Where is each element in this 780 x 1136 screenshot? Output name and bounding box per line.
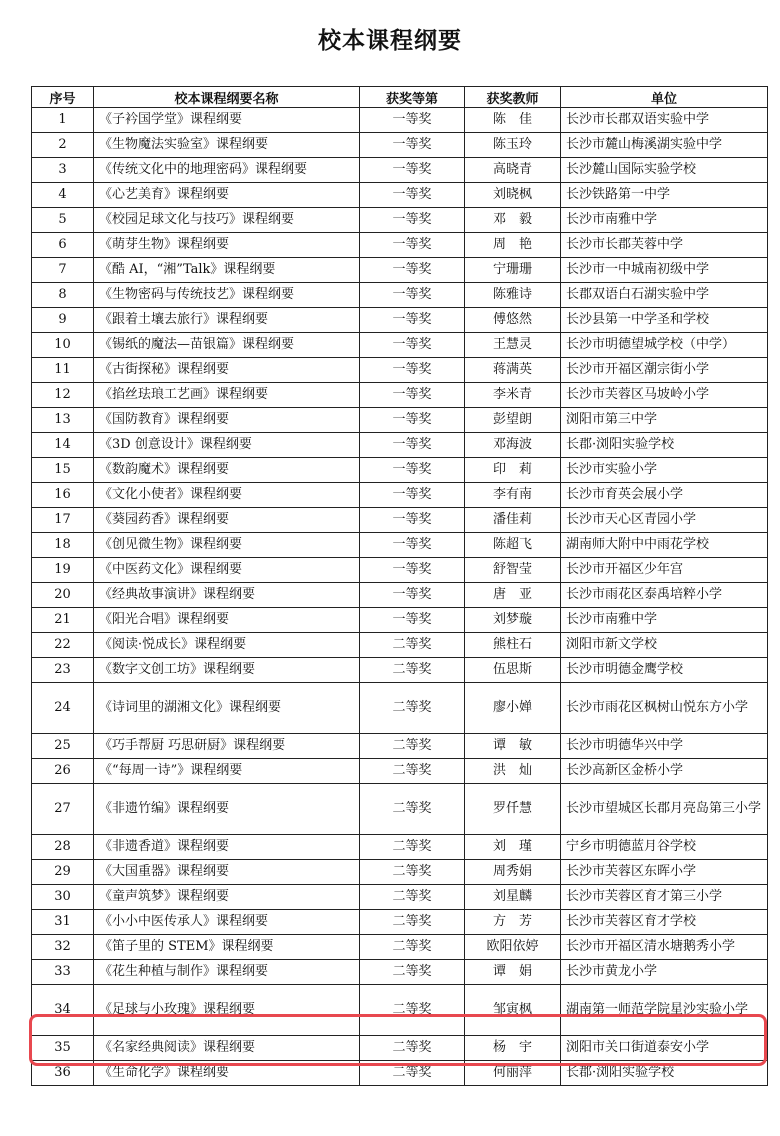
cell-award-level: 二等奖	[360, 935, 465, 960]
cell-number: 20	[32, 583, 94, 608]
table-row	[32, 208, 768, 233]
cell-teacher: 陈 佳	[465, 108, 561, 133]
cell-course-name: 《跟着土壤去旅行》课程纲要	[94, 308, 360, 333]
table-row	[32, 910, 768, 935]
cell-unit: 浏阳市关口街道泰安小学	[561, 1036, 768, 1061]
cell-teacher: 王慧灵	[465, 333, 561, 358]
cell-course-name: 《非遗香道》课程纲要	[94, 835, 360, 860]
cell-award-level: 二等奖	[360, 784, 465, 835]
table-row	[32, 608, 768, 633]
table-row	[32, 333, 768, 358]
cell-unit: 浏阳市第三中学	[561, 408, 768, 433]
cell-course-name: 《生物密码与传统技艺》课程纲要	[94, 283, 360, 308]
cell-teacher: 蒋满英	[465, 358, 561, 383]
cell-number: 1	[32, 108, 94, 133]
cell-teacher: 舒智莹	[465, 558, 561, 583]
cell-number: 29	[32, 860, 94, 885]
cell-award-level: 一等奖	[360, 608, 465, 633]
cell-number: 5	[32, 208, 94, 233]
cell-unit: 长郡·浏阳实验学校	[561, 1061, 768, 1086]
cell-number: 14	[32, 433, 94, 458]
cell-course-name: 《国防教育》课程纲要	[94, 408, 360, 433]
table-row	[32, 158, 768, 183]
cell-teacher: 潘佳莉	[465, 508, 561, 533]
cell-teacher: 伍思斯	[465, 658, 561, 683]
cell-number: 10	[32, 333, 94, 358]
cell-course-name: 《非遗竹编》课程纲要	[94, 784, 360, 835]
cell-course-name: 《数韵魔术》课程纲要	[94, 458, 360, 483]
cell-course-name: 《传统文化中的地理密码》课程纲要	[94, 158, 360, 183]
award-table	[31, 86, 768, 1086]
cell-teacher: 罗仟慧	[465, 784, 561, 835]
cell-award-level: 一等奖	[360, 183, 465, 208]
cell-teacher: 谭 娟	[465, 960, 561, 985]
cell-unit: 宁乡市明德蓝月谷学校	[561, 835, 768, 860]
cell-award-level: 一等奖	[360, 583, 465, 608]
col-header-teacher: 获奖教师	[465, 87, 561, 108]
cell-course-name: 《校园足球文化与技巧》课程纲要	[94, 208, 360, 233]
cell-teacher: 宁珊珊	[465, 258, 561, 283]
cell-unit: 长沙市南雅中学	[561, 208, 768, 233]
cell-unit: 长沙市开福区少年宫	[561, 558, 768, 583]
cell-unit: 长沙市明德华兴中学	[561, 734, 768, 759]
cell-award-level: 二等奖	[360, 860, 465, 885]
cell-award-level: 一等奖	[360, 233, 465, 258]
cell-course-name: 《经典故事演讲》课程纲要	[94, 583, 360, 608]
cell-award-level: 二等奖	[360, 1036, 465, 1061]
table-row	[32, 784, 768, 835]
cell-unit: 长沙市黄龙小学	[561, 960, 768, 985]
cell-award-level: 一等奖	[360, 158, 465, 183]
cell-number: 15	[32, 458, 94, 483]
cell-teacher: 刘晓枫	[465, 183, 561, 208]
cell-course-name: 《葵园药香》课程纲要	[94, 508, 360, 533]
cell-teacher: 欧阳依婷	[465, 935, 561, 960]
cell-number: 4	[32, 183, 94, 208]
cell-unit: 长沙市麓山梅溪湖实验中学	[561, 133, 768, 158]
cell-award-level: 一等奖	[360, 483, 465, 508]
cell-course-name: 《足球与小玫瑰》课程纲要	[94, 985, 360, 1036]
cell-course-name: 《阅读·悦成长》课程纲要	[94, 633, 360, 658]
cell-number: 13	[32, 408, 94, 433]
table-row	[32, 308, 768, 333]
cell-unit: 长沙市芙蓉区育才学校	[561, 910, 768, 935]
cell-teacher: 廖小婵	[465, 683, 561, 734]
cell-unit: 长沙麓山国际实验学校	[561, 158, 768, 183]
cell-number: 21	[32, 608, 94, 633]
cell-unit: 长沙县第一中学圣和学校	[561, 308, 768, 333]
cell-award-level: 一等奖	[360, 283, 465, 308]
cell-unit: 长沙市开福区潮宗街小学	[561, 358, 768, 383]
cell-teacher: 李米青	[465, 383, 561, 408]
cell-award-level: 二等奖	[360, 910, 465, 935]
cell-unit: 长沙市天心区青园小学	[561, 508, 768, 533]
cell-award-level: 二等奖	[360, 734, 465, 759]
cell-number: 2	[32, 133, 94, 158]
cell-course-name: 《小小中医传承人》课程纲要	[94, 910, 360, 935]
cell-award-level: 二等奖	[360, 835, 465, 860]
cell-award-level: 一等奖	[360, 308, 465, 333]
table-row	[32, 108, 768, 133]
table-row	[32, 558, 768, 583]
cell-course-name: 《萌芽生物》课程纲要	[94, 233, 360, 258]
cell-award-level: 一等奖	[360, 358, 465, 383]
cell-teacher: 陈超飞	[465, 533, 561, 558]
col-header-course-name: 校本课程纲要名称	[94, 87, 360, 108]
cell-unit: 湖南师大附中中雨花学校	[561, 533, 768, 558]
cell-award-level: 二等奖	[360, 985, 465, 1036]
cell-teacher: 刘 瑾	[465, 835, 561, 860]
cell-number: 26	[32, 759, 94, 784]
cell-unit: 长沙铁路第一中学	[561, 183, 768, 208]
cell-unit: 长沙市长郡芙蓉中学	[561, 233, 768, 258]
table-row	[32, 935, 768, 960]
table-row	[32, 283, 768, 308]
table-row	[32, 458, 768, 483]
cell-course-name: 《童声筑梦》课程纲要	[94, 885, 360, 910]
cell-unit: 长沙市芙蓉区育才第三小学	[561, 885, 768, 910]
cell-course-name: 《诗词里的湖湘文化》课程纲要	[94, 683, 360, 734]
table-row	[32, 258, 768, 283]
cell-teacher: 谭 敏	[465, 734, 561, 759]
cell-teacher: 傅悠然	[465, 308, 561, 333]
cell-number: 33	[32, 960, 94, 985]
cell-number: 27	[32, 784, 94, 835]
table-row	[32, 583, 768, 608]
cell-unit: 长沙市望城区长郡月亮岛第三小学	[561, 784, 768, 835]
cell-award-level: 二等奖	[360, 1061, 465, 1086]
cell-course-name: 《花生种植与制作》课程纲要	[94, 960, 360, 985]
cell-award-level: 一等奖	[360, 408, 465, 433]
table-row	[32, 885, 768, 910]
cell-unit: 长沙市芙蓉区东晖小学	[561, 860, 768, 885]
cell-number: 12	[32, 383, 94, 408]
cell-teacher: 李有南	[465, 483, 561, 508]
cell-teacher: 杨 宇	[465, 1036, 561, 1061]
cell-number: 19	[32, 558, 94, 583]
cell-award-level: 二等奖	[360, 658, 465, 683]
cell-course-name: 《酷 AI，“湘”Talk》课程纲要	[94, 258, 360, 283]
cell-award-level: 一等奖	[360, 133, 465, 158]
cell-teacher: 印 莉	[465, 458, 561, 483]
table-row	[32, 233, 768, 258]
table-row	[32, 683, 768, 734]
cell-teacher: 唐 亚	[465, 583, 561, 608]
cell-award-level: 一等奖	[360, 433, 465, 458]
cell-unit: 长沙市雨花区泰禹培粹小学	[561, 583, 768, 608]
cell-course-name: 《生物魔法实验室》课程纲要	[94, 133, 360, 158]
page-title: 校本课程纲要	[318, 28, 462, 54]
table-row	[32, 483, 768, 508]
table-row	[32, 358, 768, 383]
table-row	[32, 835, 768, 860]
table-row	[32, 508, 768, 533]
cell-number: 30	[32, 885, 94, 910]
cell-teacher: 周秀娟	[465, 860, 561, 885]
cell-course-name: 《阳光合唱》课程纲要	[94, 608, 360, 633]
cell-number: 25	[32, 734, 94, 759]
cell-unit: 长沙高新区金桥小学	[561, 759, 768, 784]
table-row	[32, 1061, 768, 1086]
cell-unit: 长沙市育英会展小学	[561, 483, 768, 508]
cell-award-level: 一等奖	[360, 258, 465, 283]
cell-number: 18	[32, 533, 94, 558]
table-row	[32, 1036, 768, 1061]
cell-award-level: 一等奖	[360, 383, 465, 408]
table-row	[32, 408, 768, 433]
cell-teacher: 陈雅诗	[465, 283, 561, 308]
cell-course-name: 《巧手帮厨 巧思研厨》课程纲要	[94, 734, 360, 759]
cell-unit: 长郡·浏阳实验学校	[561, 433, 768, 458]
cell-number: 31	[32, 910, 94, 935]
cell-award-level: 二等奖	[360, 683, 465, 734]
table-row	[32, 133, 768, 158]
cell-number: 24	[32, 683, 94, 734]
cell-course-name: 《3D 创意设计》课程纲要	[94, 433, 360, 458]
cell-course-name: 《锡纸的魔法—苗银篇》课程纲要	[94, 333, 360, 358]
cell-number: 6	[32, 233, 94, 258]
table-row	[32, 383, 768, 408]
cell-course-name: 《子衿国学堂》课程纲要	[94, 108, 360, 133]
cell-award-level: 一等奖	[360, 533, 465, 558]
table-row	[32, 658, 768, 683]
cell-unit: 长沙市明德金鹰学校	[561, 658, 768, 683]
cell-award-level: 一等奖	[360, 333, 465, 358]
table-header-row	[32, 87, 768, 108]
cell-number: 34	[32, 985, 94, 1036]
table-row	[32, 960, 768, 985]
cell-course-name: 《文化小使者》课程纲要	[94, 483, 360, 508]
cell-course-name: 《掐丝珐琅工艺画》课程纲要	[94, 383, 360, 408]
cell-number: 9	[32, 308, 94, 333]
cell-course-name: 《“每周一诗”》课程纲要	[94, 759, 360, 784]
cell-unit: 长沙市明德望城学校（中学）	[561, 333, 768, 358]
cell-unit: 长沙市南雅中学	[561, 608, 768, 633]
cell-award-level: 二等奖	[360, 960, 465, 985]
cell-number: 32	[32, 935, 94, 960]
cell-number: 35	[32, 1036, 94, 1061]
cell-teacher: 彭望朗	[465, 408, 561, 433]
cell-unit: 浏阳市新文学校	[561, 633, 768, 658]
cell-number: 36	[32, 1061, 94, 1086]
cell-course-name: 《创见微生物》课程纲要	[94, 533, 360, 558]
cell-teacher: 方 芳	[465, 910, 561, 935]
table-row	[32, 533, 768, 558]
cell-teacher: 何丽萍	[465, 1061, 561, 1086]
cell-award-level: 一等奖	[360, 458, 465, 483]
cell-teacher: 洪 灿	[465, 759, 561, 784]
cell-unit: 长沙市开福区清水塘鹅秀小学	[561, 935, 768, 960]
table-row	[32, 759, 768, 784]
cell-course-name: 《大国重器》课程纲要	[94, 860, 360, 885]
cell-course-name: 《数字文创工坊》课程纲要	[94, 658, 360, 683]
table-row	[32, 633, 768, 658]
cell-number: 11	[32, 358, 94, 383]
cell-number: 8	[32, 283, 94, 308]
cell-unit: 长沙市一中城南初级中学	[561, 258, 768, 283]
cell-number: 28	[32, 835, 94, 860]
cell-number: 17	[32, 508, 94, 533]
cell-number: 16	[32, 483, 94, 508]
cell-course-name: 《笛子里的 STEM》课程纲要	[94, 935, 360, 960]
cell-unit: 湖南第一师范学院星沙实验小学	[561, 985, 768, 1036]
table-body	[32, 108, 768, 1086]
cell-unit: 长郡双语白石湖实验中学	[561, 283, 768, 308]
table-row	[32, 183, 768, 208]
cell-award-level: 一等奖	[360, 508, 465, 533]
cell-unit: 长沙市长郡双语实验中学	[561, 108, 768, 133]
cell-award-level: 一等奖	[360, 108, 465, 133]
cell-award-level: 二等奖	[360, 759, 465, 784]
cell-teacher: 邹寅枫	[465, 985, 561, 1036]
cell-course-name: 《生命化学》课程纲要	[94, 1061, 360, 1086]
cell-course-name: 《古街探秘》课程纲要	[94, 358, 360, 383]
cell-unit: 长沙市芙蓉区马坡岭小学	[561, 383, 768, 408]
col-header-unit: 单位	[561, 87, 768, 108]
cell-teacher: 邓 毅	[465, 208, 561, 233]
cell-course-name: 《心艺美育》课程纲要	[94, 183, 360, 208]
cell-teacher: 熊柱石	[465, 633, 561, 658]
cell-teacher: 刘梦璇	[465, 608, 561, 633]
cell-unit: 长沙市雨花区枫树山悦东方小学	[561, 683, 768, 734]
cell-number: 3	[32, 158, 94, 183]
cell-award-level: 二等奖	[360, 633, 465, 658]
cell-number: 7	[32, 258, 94, 283]
cell-teacher: 周 艳	[465, 233, 561, 258]
table-row	[32, 734, 768, 759]
col-header-number: 序号	[32, 87, 94, 108]
cell-number: 22	[32, 633, 94, 658]
cell-course-name: 《名家经典阅读》课程纲要	[94, 1036, 360, 1061]
col-header-award-level: 获奖等第	[360, 87, 465, 108]
cell-award-level: 一等奖	[360, 208, 465, 233]
cell-teacher: 陈玉玲	[465, 133, 561, 158]
table-row	[32, 860, 768, 885]
cell-teacher: 刘星麟	[465, 885, 561, 910]
cell-number: 23	[32, 658, 94, 683]
cell-award-level: 二等奖	[360, 885, 465, 910]
cell-unit: 长沙市实验小学	[561, 458, 768, 483]
cell-teacher: 邓海波	[465, 433, 561, 458]
table-row	[32, 433, 768, 458]
cell-award-level: 一等奖	[360, 558, 465, 583]
cell-teacher: 高晓青	[465, 158, 561, 183]
table-row	[32, 985, 768, 1036]
cell-course-name: 《中医药文化》课程纲要	[94, 558, 360, 583]
